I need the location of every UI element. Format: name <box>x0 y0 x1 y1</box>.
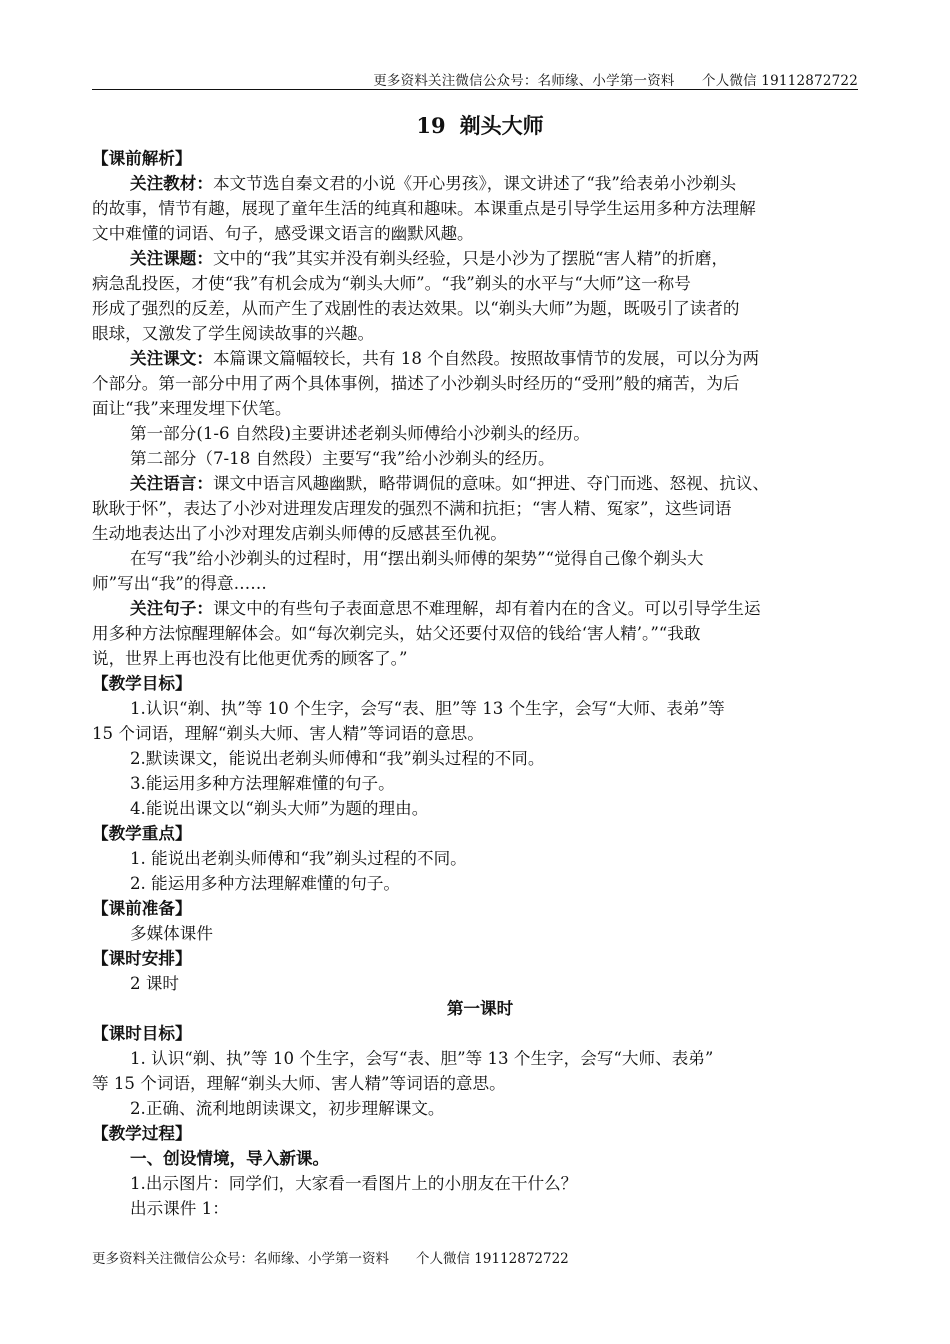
paragraph-line: 关注课题：文中的“我”其实并没有剃头经验，只是小沙为了摆脱“害人精”的折磨， <box>130 248 729 268</box>
paragraph-line: 说，世界上再也没有比他更优秀的顾客了。” <box>92 649 408 668</box>
paragraph-line: 第一部分(1-6 自然段)主要讲述老剃头师傅给小沙剃头的经历。 <box>130 424 590 443</box>
goal-item: 2.默读课文，能说出老剃头师傅和“我”剃头过程的不同。 <box>130 749 545 768</box>
paragraph-line: 病急乱投医，才使“我”有机会成为“剃头大师”。“我”剃头的水平与“大师”这一称号 <box>92 274 691 293</box>
paragraph-line: 用多种方法惊醒理解体会。如“每次剃完头，姑父还要付双倍的钱给‘害人精’。”“我敢 <box>92 624 701 643</box>
key-point-item: 1. 能说出老剃头师傅和“我”剃头过程的不同。 <box>130 849 467 868</box>
paragraph-line: 面让“我”来理发埋下伏笔。 <box>92 399 292 418</box>
section-heading: 【课时安排】 <box>92 948 192 968</box>
page-content <box>92 108 868 1221</box>
paragraph-line: 关注语言：课文中语言风趣幽默，略带调侃的意味。如“押进、夺门而逃、怒视、抗议、 <box>130 473 770 493</box>
section-heading: 【课前解析】 <box>92 148 192 168</box>
paragraph-label: 关注教材： <box>130 173 213 193</box>
goal-item-continuation: 15 个词语，理解“剃头大师、害人精”等词语的意思。 <box>92 724 484 743</box>
lesson-title: 剃头大师 <box>459 113 544 138</box>
goal-item: 4.能说出课文以“剃头大师”为题的理由。 <box>130 799 429 818</box>
paragraph-line: 师”写出“我”的得意…… <box>92 574 267 593</box>
process-step-item: 出示课件 1： <box>130 1199 229 1218</box>
process-step-item: 1.出示图片：同学们，大家看一看图片上的小朋友在干什么？ <box>130 1174 578 1193</box>
paragraph-label: 关注课文： <box>130 348 213 368</box>
page-footer: 更多资料关注微信公众号：名师缘、小学第一资料 个人微信 19112872722 <box>92 1251 569 1267</box>
paragraph-line: 第二部分（7-18 自然段）主要写“我”给小沙剃头的经历。 <box>130 449 555 468</box>
section-heading: 【课前准备】 <box>92 898 192 918</box>
paragraph-line: 生动地表达出了小沙对理发店剃头师傅的反感甚至仇视。 <box>92 524 507 543</box>
paragraph-line: 关注句子：课文中的有些句子表面意思不难理解，却有着内在的含义。可以引导学生运 <box>130 598 761 618</box>
paragraph-line: 的故事，情节有趣，展现了童年生活的纯真和趣味。本课重点是引导学生运用多种方法理解 <box>92 199 756 218</box>
lesson-goal-item: 2.正确、流利地朗读课文，初步理解课文。 <box>130 1099 445 1118</box>
paragraph-line: 关注教材：本文节选自秦文君的小说《开心男孩》，课文讲述了“我”给表弟小沙剃头 <box>130 173 737 193</box>
paragraph-label: 关注句子： <box>130 598 213 618</box>
lesson-number: 19 <box>416 113 446 138</box>
section-heading: 【教学过程】 <box>92 1123 192 1143</box>
goal-item: 3.能运用多种方法理解难懂的句子。 <box>130 774 395 793</box>
paragraph-line: 耿耿于怀”，表达了小沙对进理发店理发的强烈不满和抗拒；“害人精、冤家”，这些词语 <box>92 499 732 518</box>
section-heading: 【课时目标】 <box>92 1023 192 1043</box>
goal-item: 1.认识“剃、执”等 10 个生字，会写“表、胆”等 13 个生字，会写“大师、表弟”等 <box>130 699 725 718</box>
schedule-text: 2 课时 <box>130 974 180 993</box>
paragraph-line: 个部分。第一部分中用了两个具体事例，描述了小沙剃头时经历的“受刑”般的痛苦，为后 <box>92 374 740 393</box>
paragraph-line: 眼球，又激发了学生阅读故事的兴趣。 <box>92 324 375 343</box>
lesson-heading: 第一课时 <box>446 998 514 1018</box>
paragraph-line: 形成了强烈的反差，从而产生了戏剧性的表达效果。以“剃头大师”为题，既吸引了读者的 <box>92 299 740 318</box>
section-heading: 【教学重点】 <box>92 823 192 843</box>
paragraph-line: 在写“我”给小沙剃头的过程时，用“摆出剃头师傅的架势”“觉得自己像个剃头大 <box>130 549 704 568</box>
paragraph-line: 关注课文：本篇课文篇幅较长，共有 18 个自然段。按照故事情节的发展，可以分为两 <box>130 348 760 368</box>
lesson-goal-item: 1. 认识“剃、执”等 10 个生字，会写“表、胆”等 13 个生字，会写“大师、表弟” <box>130 1049 714 1068</box>
paragraph-label: 关注课题： <box>130 248 213 268</box>
header-divider <box>92 89 858 90</box>
page-title <box>92 108 868 144</box>
paragraph-label: 关注语言： <box>130 473 213 493</box>
lesson-goal-continuation: 等 15 个词语，理解“剃头大师、害人精”等词语的意思。 <box>92 1074 506 1093</box>
page-header: 更多资料关注微信公众号：名师缘、小学第一资料 个人微信 19112872722 <box>373 73 858 89</box>
key-point-item: 2. 能运用多种方法理解难懂的句子。 <box>130 874 401 893</box>
preparation-text: 多媒体课件 <box>130 924 213 943</box>
section-heading: 【教学目标】 <box>92 673 192 693</box>
process-step-heading: 一、创设情境，导入新课。 <box>130 1148 330 1168</box>
paragraph-line: 文中难懂的词语、句子，感受课文语言的幽默风趣。 <box>92 224 474 243</box>
